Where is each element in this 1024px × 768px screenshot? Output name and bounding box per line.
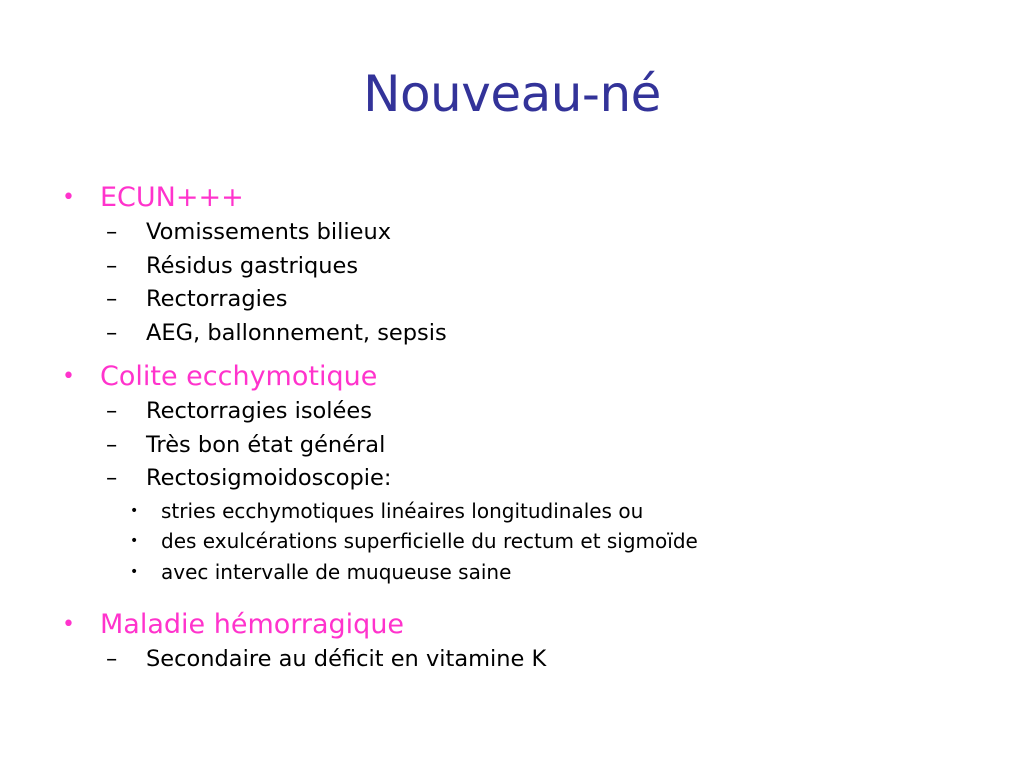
sublist (100, 643, 1002, 677)
dash-marker: – (106, 465, 118, 491)
dash-marker: – (106, 286, 118, 312)
list-item (100, 283, 1002, 317)
sublist (100, 395, 1002, 593)
dash-marker: – (106, 319, 118, 346)
section-colite (62, 359, 1002, 593)
sub-list-item (120, 526, 1002, 557)
section-heading (62, 359, 1002, 395)
dash-marker: – (106, 431, 118, 458)
list-item (100, 250, 1002, 284)
bullet-list (62, 180, 1002, 686)
section-heading-text: ECUN+++ (100, 182, 244, 213)
section-heading-text: Maladie hémorragique (100, 609, 405, 640)
sub-list-item-text: stries ecchymotiques linéaires longitudinales ou (161, 498, 644, 523)
sub-list-item-text: des exulcérations superficielle du rectum et sigmoïde (161, 529, 698, 553)
list-item-text: Secondaire au déficit en vitamine K (146, 646, 547, 672)
bullet-marker: • (130, 563, 139, 580)
list-item (100, 216, 1002, 250)
dash-marker: – (106, 219, 118, 245)
section-heading-text: Colite ecchymotique (100, 361, 378, 392)
list-item (100, 462, 1002, 496)
sub-list-item (120, 557, 1002, 588)
bullet-marker: • (62, 185, 75, 210)
bullet-marker: • (62, 364, 75, 389)
list-item (100, 429, 1002, 463)
dash-marker: – (106, 398, 118, 424)
list-item (100, 317, 1002, 351)
section-ecun (62, 180, 1002, 350)
bullet-marker: • (62, 612, 75, 637)
list-item-text: Vomissements bilieux (146, 219, 392, 245)
section-maladie (62, 607, 1002, 677)
bullet-marker: • (130, 502, 139, 519)
subsublist (120, 496, 1002, 594)
slide-title: Nouveau-né (363, 65, 661, 123)
list-item (100, 395, 1002, 429)
sub-list-item-text: avec intervalle de muqueuse saine (161, 559, 512, 584)
dash-marker: – (106, 252, 118, 279)
list-item-text: Résidus gastriques (146, 252, 359, 279)
sublist (100, 216, 1002, 350)
list-item (100, 643, 1002, 677)
section-heading (62, 607, 1002, 643)
list-item-text: AEG, ballonnement, sepsis (146, 319, 447, 346)
sub-list-item (120, 496, 1002, 527)
list-item-text: Très bon état général (146, 431, 386, 458)
section-heading (62, 180, 1002, 216)
list-item-text: Rectorragies isolées (146, 398, 372, 424)
list-item-text: Rectorragies (146, 286, 288, 312)
dash-marker: – (106, 646, 118, 672)
list-item-text: Rectosigmoidoscopie: (146, 465, 392, 491)
bullet-marker: • (130, 533, 139, 549)
